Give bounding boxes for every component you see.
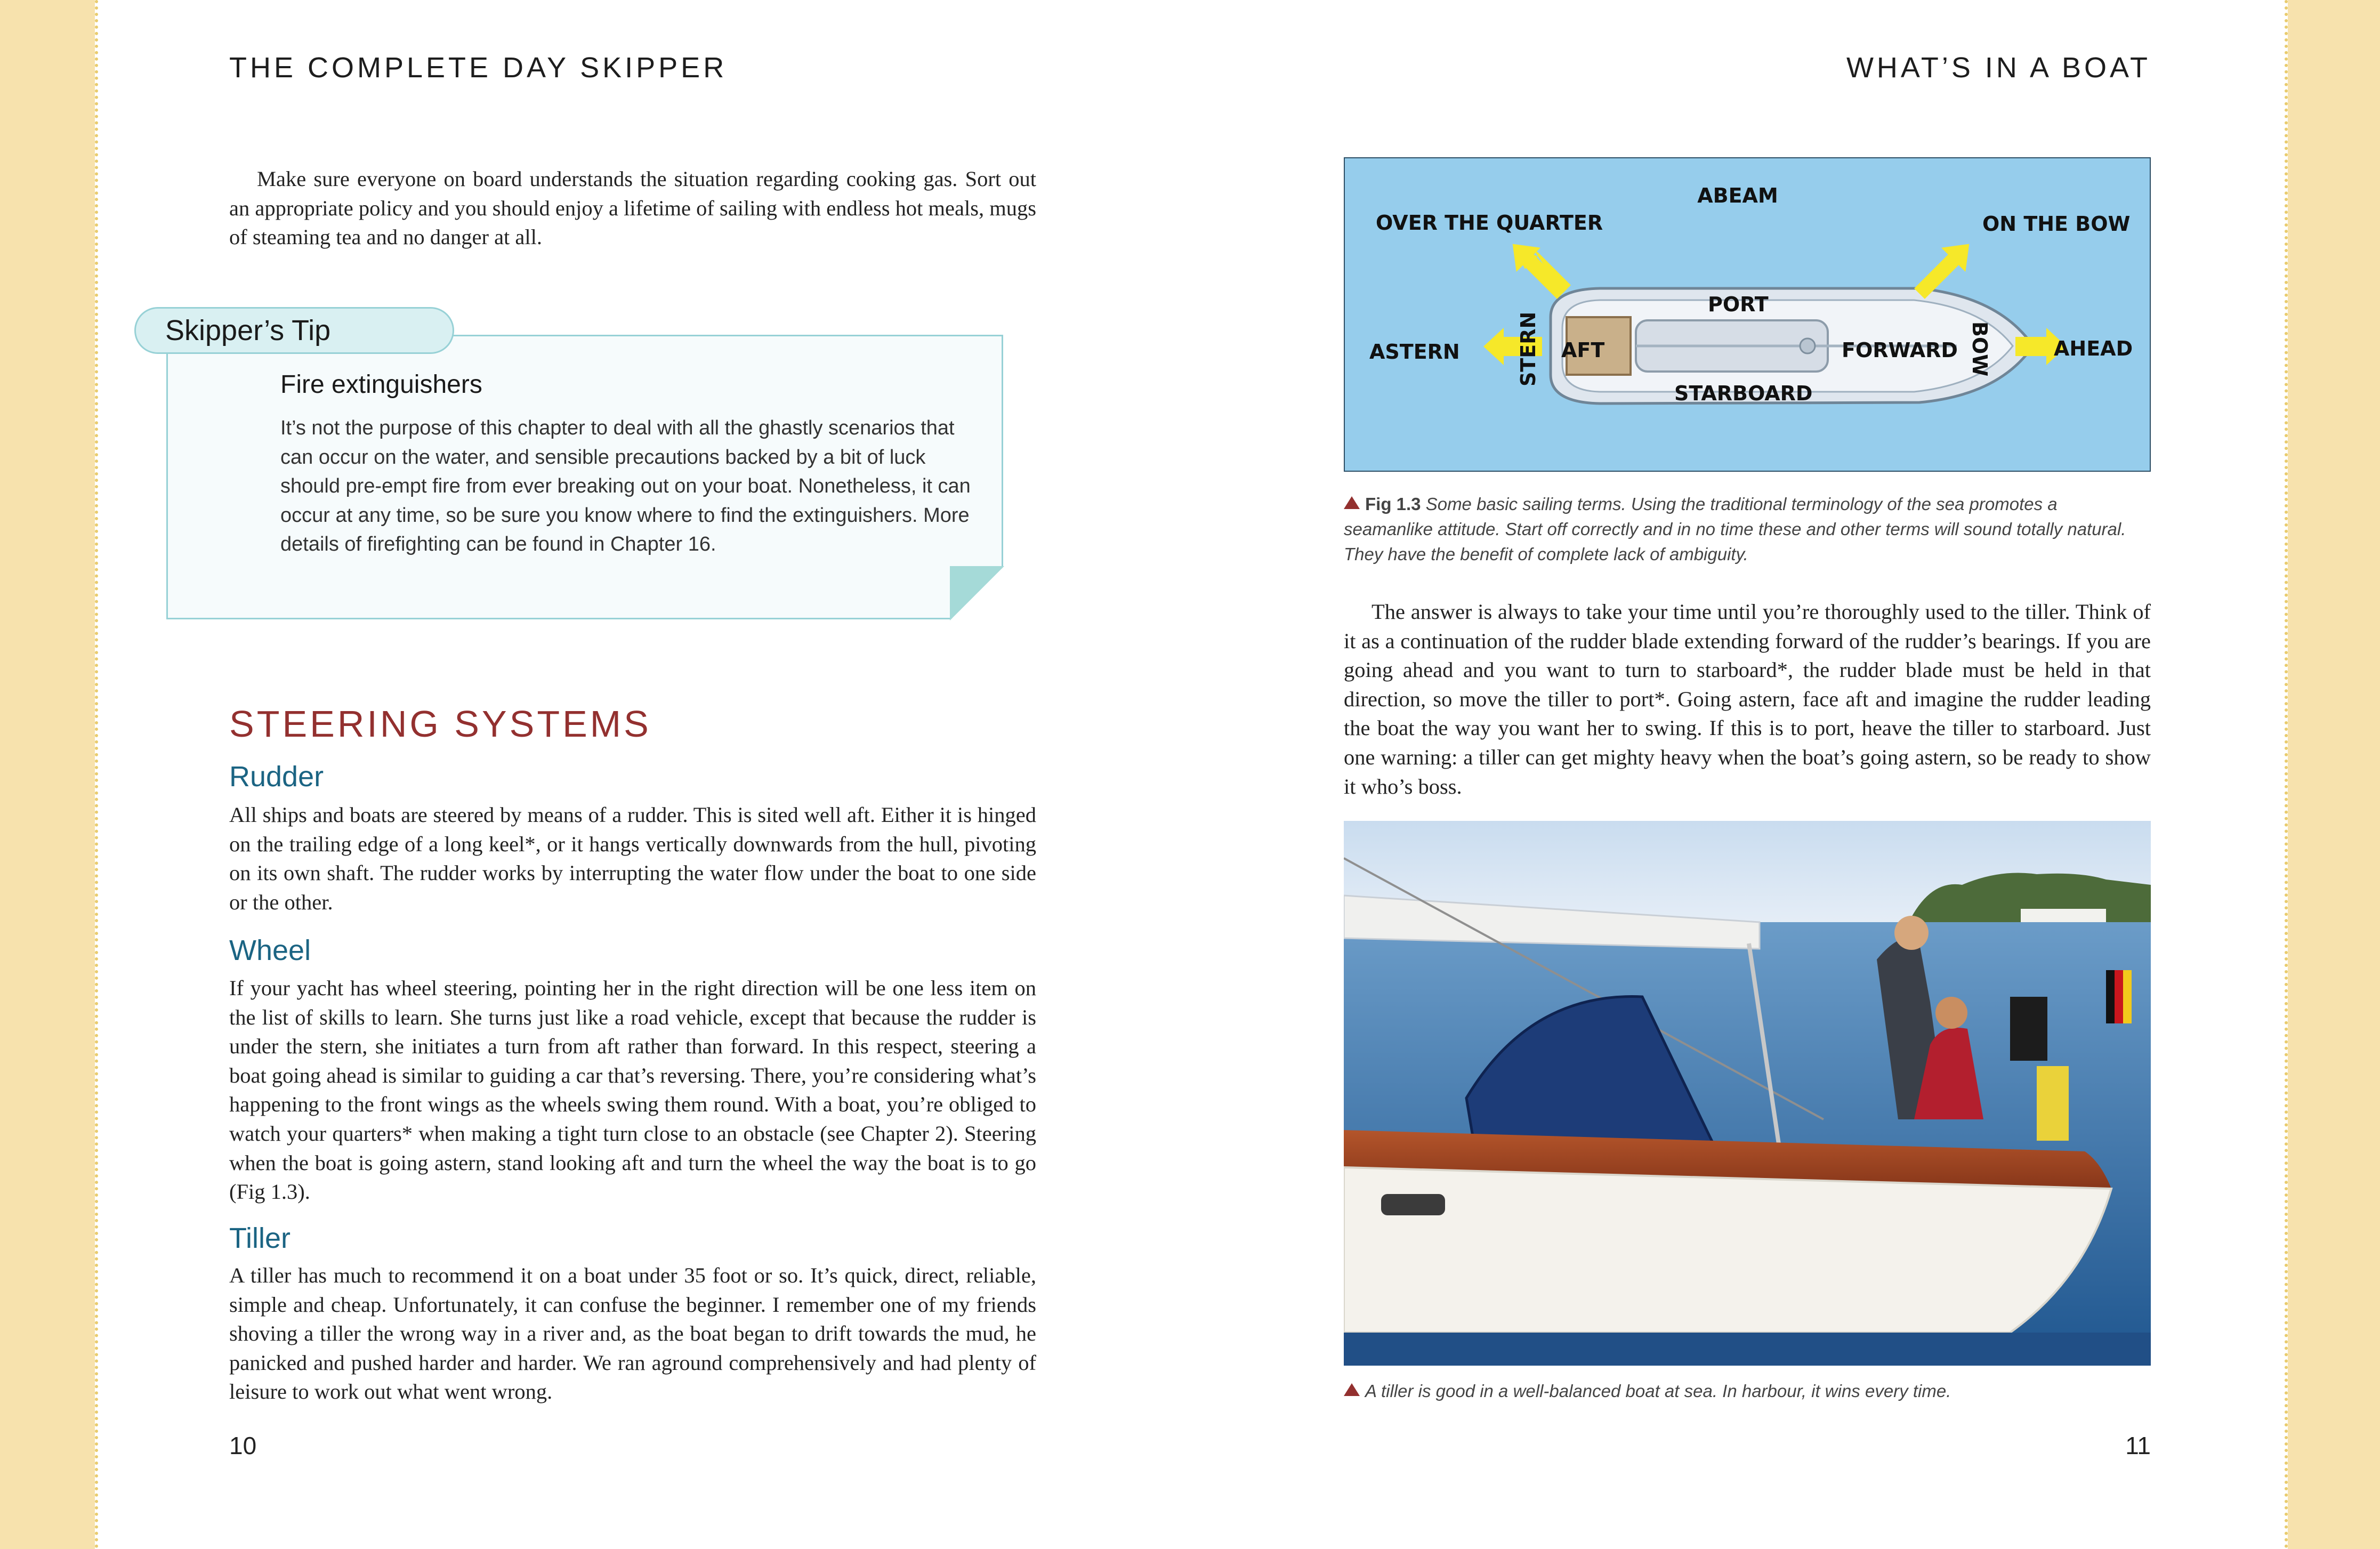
running-head-right: WHAT’S IN A BOAT bbox=[1846, 52, 2151, 84]
tiller-advice-paragraph: The answer is always to take your time until you’re thoroughly used to the tiller. Think of it as a continuation of the rudder blade extending forward of the rudder’s bearings. If you are going ahead and you want to turn to starboard*, the rudder blade must be held in that direction, so move the tiller to port*. Going astern, face aft and imagine the rudder leading the boat the way you want her to swing. If this is to port, heave the tiller to starboard. Just one warning: a tiller can get mighty heavy when the boat’s going astern, so be ready to show it who’s boss. bbox=[1344, 600, 2151, 798]
white-hull bbox=[1344, 1167, 2111, 1333]
fig-label: Fig 1.3 bbox=[1365, 494, 1421, 514]
rudder-paragraph: All ships and boats are steered by means of a rudder. This is sited well aft. Either it is hinged on the trailing edge of a long keel*, or it hangs vertically downwards from the hull, pivoting on its own shaft. The rudder works by interrupting the water flow under the boat to one side or the other. bbox=[229, 803, 1036, 914]
porthole bbox=[1381, 1194, 1445, 1215]
flag-black bbox=[2106, 970, 2115, 1023]
caption-arrow-icon bbox=[1344, 496, 1360, 509]
sailing-photo bbox=[1344, 821, 2151, 1366]
label-abeam: ABEAM bbox=[1697, 184, 1778, 207]
label-bow: BOW bbox=[1968, 321, 1991, 377]
fig-caption bbox=[1344, 491, 2151, 567]
flag-gold bbox=[2123, 970, 2132, 1023]
page-edge-left bbox=[0, 0, 95, 1549]
tip-body: It’s not the purpose of this chapter to deal with all the ghastly scenarios that can occur on the water, and sensible precautions backed by a bit of luck should pre-empt fire from ever breaking out on your boat. Nonetheless, it can occur at any time, so be sure you know where to find the extinguishers. More details of firefighting can be found in Chapter 16. bbox=[280, 417, 971, 555]
subhead-tiller: Tiller bbox=[229, 1222, 291, 1254]
label-astern: ASTERN bbox=[1369, 340, 1460, 364]
fig-caption-text: Some basic sailing terms. Using the traditional terminology of the sea promotes a seamanlike attitude. Start off correctly and in no time these and other terms will sound totally natural. They have the benefit of complete lack of ambiguity. bbox=[1344, 494, 2126, 564]
section-title: STEERING SYSTEMS bbox=[229, 703, 651, 745]
label-starboard: STARBOARD bbox=[1674, 382, 1813, 405]
mast bbox=[1800, 338, 1815, 353]
lifebuoy bbox=[2037, 1066, 2069, 1141]
page-number-left: 10 bbox=[229, 1432, 257, 1459]
label-ahead: AHEAD bbox=[2054, 337, 2133, 360]
label-on-the-bow: ON THE BOW bbox=[1982, 212, 2131, 236]
photo-caption bbox=[1344, 1378, 2151, 1403]
subhead-wheel: Wheel bbox=[229, 934, 311, 966]
page-edge-right bbox=[2285, 0, 2380, 1549]
intro-paragraph: Make sure everyone on board understands the situation regarding cooking gas. Sort out an appropriate policy and you should enjoy a lifetime of sailing with endless hot meals, mugs of steaming tea and no danger at all. bbox=[229, 167, 1036, 249]
photo-caption-text: A tiller is good in a well-balanced boat at sea. In harbour, it wins every time. bbox=[1365, 1381, 1951, 1401]
shore-houses bbox=[2021, 909, 2106, 922]
caption-arrow-icon bbox=[1344, 1383, 1360, 1396]
outboard-motor bbox=[2010, 997, 2047, 1061]
tip-title: Fire extinguishers bbox=[280, 370, 482, 399]
crew-standing-head bbox=[1894, 916, 1929, 950]
page-fold-icon bbox=[950, 566, 1004, 620]
crew-sitting-head bbox=[1935, 997, 1967, 1029]
tiller-paragraph: A tiller has much to recommend it on a boat under 35 foot or so. It’s quick, direct, reliable, simple and cheap. Unfortunately, it can confuse the beginner. I remember one of my friends shoving a tiller the wrong way in a river and, as the boat began to drift towards the mud, he panicked and pushed harder and harder. We ran aground comprehensively and had plenty of leisure to work out what went wrong. bbox=[229, 1263, 1036, 1404]
running-head-left: THE COMPLETE DAY SKIPPER bbox=[229, 52, 728, 84]
sailing-terms-diagram bbox=[1344, 157, 2151, 472]
foreground-water bbox=[1344, 1333, 2151, 1366]
label-stern: STERN bbox=[1516, 311, 1540, 386]
label-forward: FORWARD bbox=[1842, 338, 1958, 362]
label-aft: AFT bbox=[1561, 338, 1605, 362]
label-port: PORT bbox=[1708, 293, 1769, 316]
skippers-tip-label: Skipper’s Tip bbox=[134, 307, 454, 354]
wheel-paragraph: If your yacht has wheel steering, pointing her in the right direction will be one less item on the list of skills to learn. She turns just like a road vehicle, except that because the rudder is under the stern, she initiates a turn from aft rather than forward. In this respect, steering a boat going ahead is similar to guiding a car that’s reversing. There, you’re considering what’s happening to the front wings as the wheels swing them round. With a boat, you’re obliged to watch your quarters* when making a tight turn close to an obstacle (see Chapter 2). Steering when the boat is going astern, stand looking aft and turn the wheel the way the boat is to go (Fig 1.3). bbox=[229, 976, 1036, 1204]
flag-red bbox=[2115, 970, 2123, 1023]
subhead-rudder: Rudder bbox=[229, 761, 324, 793]
page-number-right: 11 bbox=[2125, 1432, 2151, 1459]
label-over-the-quarter: OVER THE QUARTER bbox=[1376, 211, 1603, 235]
